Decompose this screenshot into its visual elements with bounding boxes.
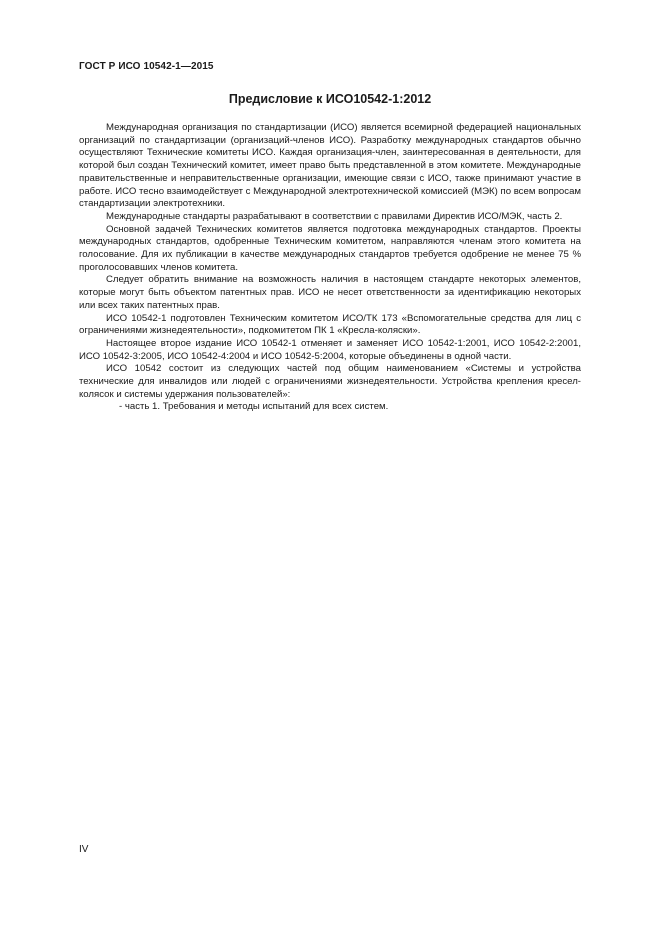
page-number: IV <box>79 844 89 855</box>
paragraph-prepared-by: ИСО 10542-1 подготовлен Техническим комитетом ИСО/ТК 173 «Вспомогательные средства для лиц с ограничениями жизнедеятельности», подкомитетом ПК 1 «Кресла-коляски». <box>79 312 581 337</box>
paragraph-parts-list-intro: ИСО 10542 состоит из следующих частей под общим наименованием «Системы и устройства технические для инвалидов или людей с ограничениями жизнедеятельности. Устройства крепления кресел-колясок и системы удержания пользователей»: <box>79 363 581 400</box>
paragraph-patent-rights: Следует обратить внимание на возможность наличия в настоящем стандарте некоторых элементов, которые могут быть объектом патентных прав. ИСО не несет ответственности за идентификацию некоторых или всех таких патентных прав. <box>79 274 581 311</box>
list-item-part-1: - часть 1. Требования и методы испытаний для всех систем. <box>119 401 389 413</box>
document-body <box>79 122 581 414</box>
paragraph-second-edition: Настоящее второе издание ИСО 10542-1 отменяет и заменяет ИСО 10542-1:2001, ИСО 10542-2:2001, ИСО 10542-3:2005, ИСО 10542-4:2004 и ИСО 10542-5:2004, которые объединены в одной части. <box>79 337 581 362</box>
page-title: Предисловие к ИСО10542-1:2012 <box>228 92 432 106</box>
paragraph-technical-committees: Основной задачей Технических комитетов является подготовка международных стандартов. Проекты международных стандартов, одобренные Техническим комитетом, направляются членам этого комитета на голосование. Для их публикации в качестве международных стандартов требуется одобрение не менее 75 % проголосовавших членов комитета. <box>79 223 581 273</box>
paragraph-iso-organization: Международная организация по стандартизации (ИСО) является всемирной федерацией национальных организаций по стандартизации (организаций-членов ИСО). Разработку международных стандартов обычно осуществляют Технические комитеты ИСО. Каждая организация-член, заинтересованная в деятельности, для которой был создан Технический комитет, имеет право быть представленной в этом комитете. Международные правительственные и неправительственные организации, имеющие связи с ИСО, также принимают участие в работе. ИСО тесно взаимодействует с Международной электротехнической комиссией (МЭК) по всем вопросам стандартизации электротехники. <box>79 122 581 210</box>
document-header: ГОСТ Р ИСО 10542-1—2015 <box>79 61 214 72</box>
paragraph-directives: Международные стандарты разрабатывают в соответствии с правилами Директив ИСО/МЭК, часть 2. <box>106 210 563 222</box>
